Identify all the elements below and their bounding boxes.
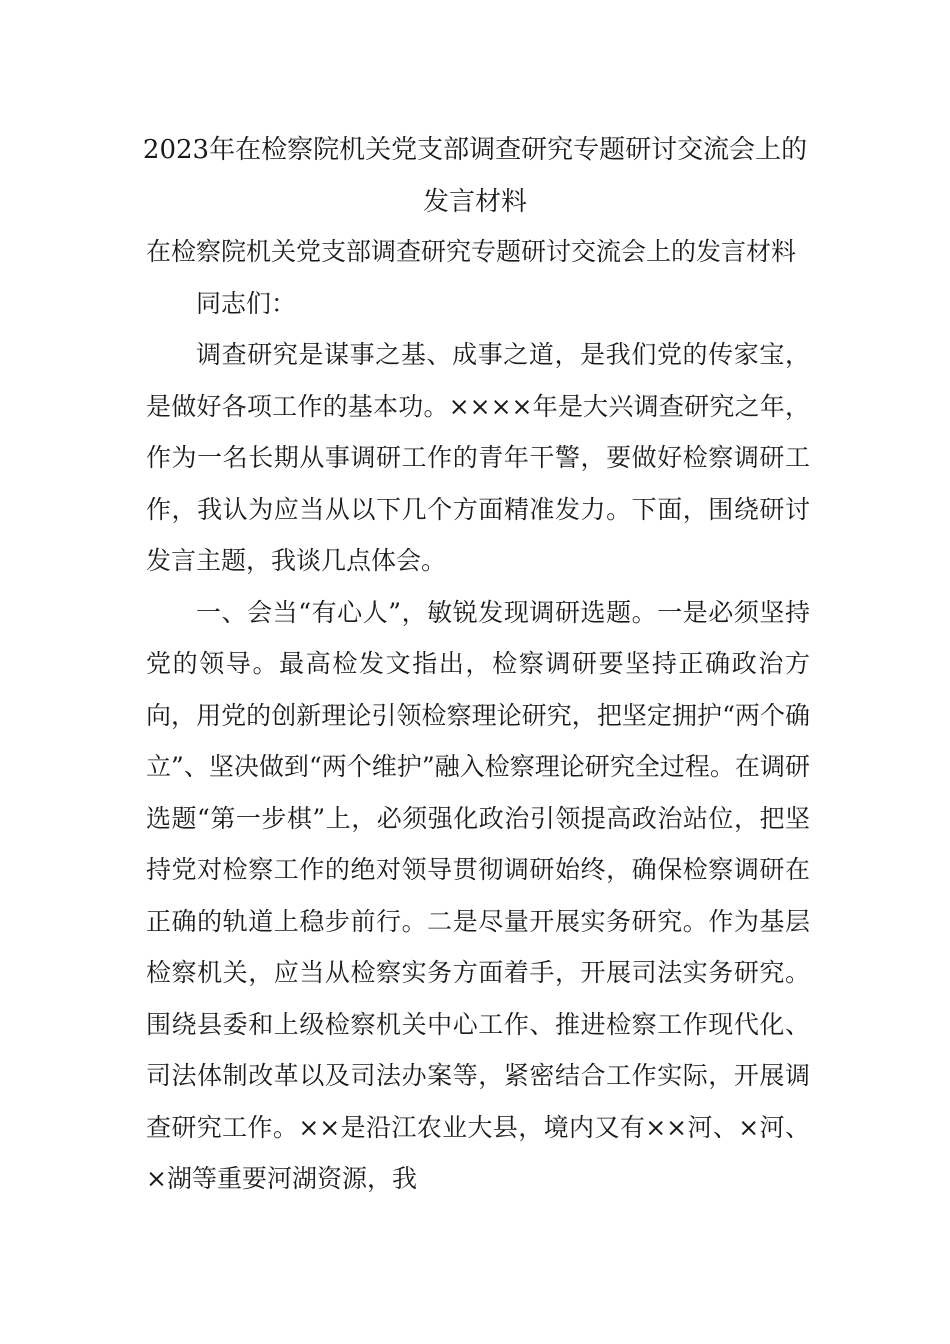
- title-line-2: 发言材料: [422, 187, 527, 217]
- paragraph: 调查研究是谋事之基、成事之道，是我们党的传家宝，是做好各项工作的基本功。××××年是大兴调查研究之年，作为一名长期从事调研工作的青年干警，要做好检察调研工作，我认为应当从以下几个方面精准发力。下面，围绕研讨发言主题，我谈几点体会。: [146, 340, 810, 575]
- subtitle: 在检察院机关党支部调查研究专题研讨交流会上的发言材料: [146, 237, 797, 266]
- title-line-1: 2023年在检察院机关党支部调查研究专题研讨交流会上的: [142, 135, 808, 165]
- document-body: [146, 226, 810, 1205]
- document-title: [140, 124, 810, 228]
- salutation: 同志们：: [196, 288, 297, 318]
- paragraph: 一、会当“有心人”，敏锐发现调研选题。一是必须坚持党的领导。最高检发文指出，检察调研要坚持正确政治方向，用党的创新理论引领检察理论研究，把坚定拥护“两个确立”、坚决做到“两个维护”融入检察理论研究全过程。在调研选题“第一步棋”上，必须强化政治引领提高政治站位，把坚持党对检察工作的绝对领导贯彻调研始终，确保检察调研在正确的轨道上稳步前行。二是尽量开展实务研究。作为基层检察机关，应当从检察实务方面着手，开展司法实务研究。围绕县委和上级检察机关中心工作、推进检察工作现代化、司法体制改革以及司法办案等，紧密结合工作实际，开展调查研究工作。××是沿江农业大县，境内又有××河、×河、×湖等重要河湖资源，我: [146, 597, 810, 1193]
